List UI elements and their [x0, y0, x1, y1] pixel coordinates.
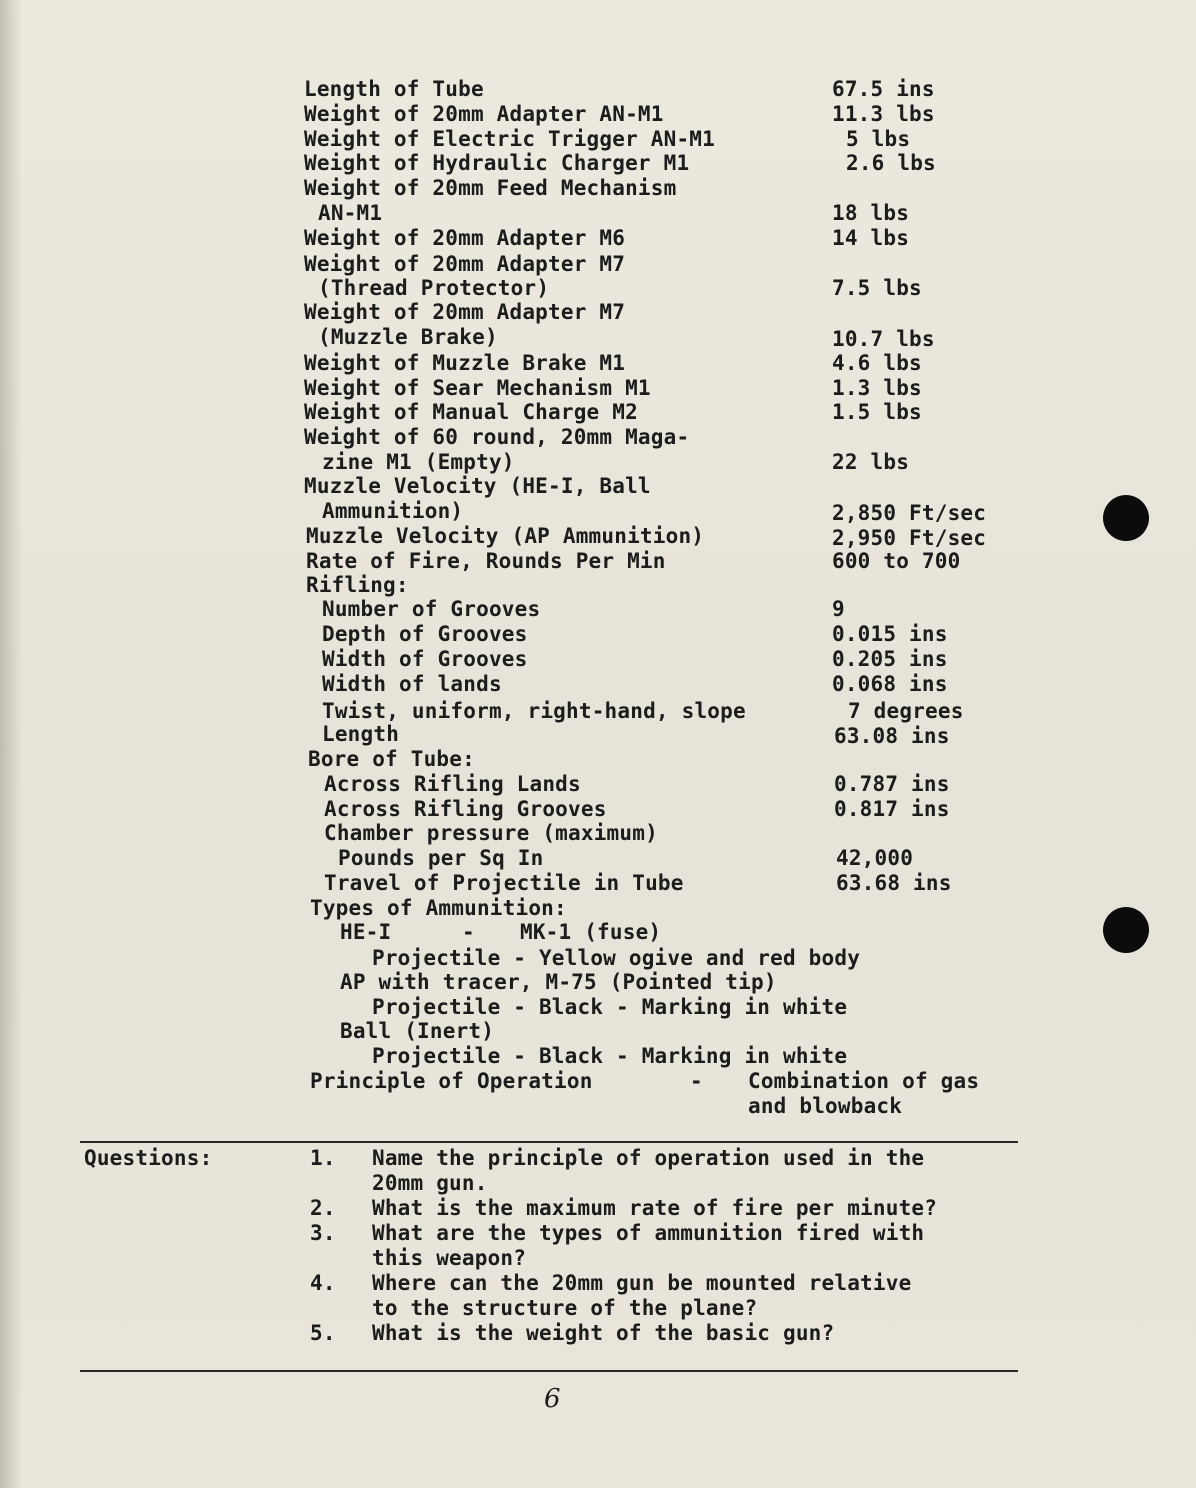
spec-label: Weight of 20mm Adapter AN-M1: [304, 102, 664, 126]
ammo-he-projectile: Projectile - Yellow ogive and red body: [372, 946, 861, 970]
spec-label: Weight of Electric Trigger AN-M1: [304, 127, 715, 151]
spec-label: Rate of Fire, Rounds Per Min: [306, 549, 666, 573]
spec-value: 67.5 ins: [832, 77, 935, 101]
rifling-value: 0.068 ins: [832, 672, 948, 696]
spec-label: Weight of 60 round, 20mm Maga-: [304, 425, 690, 449]
spec-value: 7.5 lbs: [832, 276, 922, 300]
question-text: What is the maximum rate of fire per minute?: [372, 1196, 938, 1220]
spec-value: 600 to 700: [832, 549, 961, 573]
spec-value: 1.5 lbs: [832, 400, 922, 424]
spec-value: 2,950 Ft/sec: [832, 526, 987, 550]
bore-heading: Bore of Tube:: [308, 747, 475, 771]
spec-label: Weight of 20mm Adapter M7: [304, 300, 626, 324]
bore-label: Travel of Projectile in Tube: [324, 871, 684, 895]
rifling-label: Width of lands: [322, 672, 502, 696]
ammo-ap-projectile: Projectile - Black - Marking in white: [372, 995, 848, 1019]
question-text-cont: 20mm gun.: [372, 1171, 488, 1195]
bore-label: Across Rifling Grooves: [324, 797, 607, 821]
spec-value: 14 lbs: [832, 226, 910, 250]
bore-label: Pounds per Sq In: [338, 846, 544, 870]
divider-rule: [80, 1141, 1018, 1143]
page-edge-shadow: [0, 0, 22, 1488]
question-text-cont: to the structure of the plane?: [372, 1296, 758, 1320]
bore-label: Across Rifling Lands: [324, 772, 581, 796]
spec-label: Weight of 20mm Adapter M7: [304, 252, 626, 276]
question-number: 1.: [310, 1146, 336, 1170]
rifling-label: Depth of Grooves: [322, 622, 528, 646]
spec-value: 4.6 lbs: [832, 351, 922, 375]
rifling-value: 7 degrees: [848, 699, 964, 723]
divider-rule: [80, 1370, 1018, 1372]
spec-value: 11.3 lbs: [832, 102, 935, 126]
principle-dash: -: [690, 1069, 703, 1093]
ammo-ball-projectile: Projectile - Black - Marking in white: [372, 1044, 848, 1068]
rifling-heading: Rifling:: [306, 573, 409, 597]
ammo-ap-type: AP with tracer, M-75 (Pointed tip): [340, 970, 777, 994]
ammo-heading: Types of Ammunition:: [310, 896, 567, 920]
question-text: Name the principle of operation used in the: [372, 1146, 925, 1170]
bore-label: Chamber pressure (maximum): [324, 821, 658, 845]
spec-label-cont: Ammunition): [322, 499, 464, 523]
page-number: 6: [544, 1384, 561, 1414]
punch-hole-icon: [1103, 495, 1149, 541]
rifling-label: Width of Grooves: [322, 647, 528, 671]
rifling-label: Twist, uniform, right-hand, slope: [322, 699, 746, 723]
spec-label: Weight of Sear Mechanism M1: [304, 376, 651, 400]
spec-label: Length of Tube: [304, 77, 484, 101]
spec-value: 2.6 lbs: [846, 151, 936, 175]
bore-value: 63.68 ins: [836, 871, 952, 895]
question-text: What is the weight of the basic gun?: [372, 1321, 835, 1345]
rifling-label: Number of Grooves: [322, 597, 541, 621]
rifling-value: 63.08 ins: [834, 724, 950, 748]
spec-label-cont: AN-M1: [318, 201, 383, 225]
spec-label: Weight of 20mm Adapter M6: [304, 226, 626, 250]
spec-value: 1.3 lbs: [832, 376, 922, 400]
spec-value: 22 lbs: [832, 450, 910, 474]
principle-value: Combination of gas: [748, 1069, 980, 1093]
spec-label: Weight of Hydraulic Charger M1: [304, 151, 690, 175]
punch-hole-icon: [1103, 907, 1149, 953]
rifling-value: 0.205 ins: [832, 647, 948, 671]
ammo-ball-type: Ball (Inert): [340, 1019, 495, 1043]
question-number: 5.: [310, 1321, 336, 1345]
spec-label: Weight of Muzzle Brake M1: [304, 351, 626, 375]
question-text-cont: this weapon?: [372, 1246, 527, 1270]
spec-value: 18 lbs: [832, 201, 910, 225]
question-number: 4.: [310, 1271, 336, 1295]
ammo-he-fuse: MK-1 (fuse): [520, 920, 662, 944]
rifling-value: 0.015 ins: [832, 622, 948, 646]
ammo-he-dash: -: [462, 920, 475, 944]
question-number: 3.: [310, 1221, 336, 1245]
question-number: 2.: [310, 1196, 336, 1220]
rifling-label: Length: [322, 722, 400, 746]
spec-value: 10.7 lbs: [832, 327, 935, 351]
spec-value: 2,850 Ft/sec: [832, 501, 987, 525]
question-text: Where can the 20mm gun be mounted relative: [372, 1271, 912, 1295]
spec-label: Muzzle Velocity (HE-I, Ball: [304, 474, 651, 498]
bore-value: 42,000: [836, 846, 914, 870]
principle-value-cont: and blowback: [748, 1094, 903, 1118]
spec-label: Weight of 20mm Feed Mechanism: [304, 176, 677, 200]
ammo-he-type: HE-I: [340, 920, 392, 944]
bore-value: 0.817 ins: [834, 797, 950, 821]
bore-value: 0.787 ins: [834, 772, 950, 796]
principle-label: Principle of Operation: [310, 1069, 593, 1093]
spec-label-cont: (Thread Protector): [318, 276, 550, 300]
spec-label-cont: zine M1 (Empty): [322, 450, 515, 474]
question-text: What are the types of ammunition fired with: [372, 1221, 925, 1245]
spec-label: Muzzle Velocity (AP Ammunition): [306, 524, 705, 548]
spec-value: 5 lbs: [846, 127, 911, 151]
spec-label-cont: (Muzzle Brake): [318, 325, 498, 349]
rifling-value: 9: [832, 597, 845, 621]
questions-heading: Questions:: [84, 1146, 213, 1170]
spec-label: Weight of Manual Charge M2: [304, 400, 638, 424]
